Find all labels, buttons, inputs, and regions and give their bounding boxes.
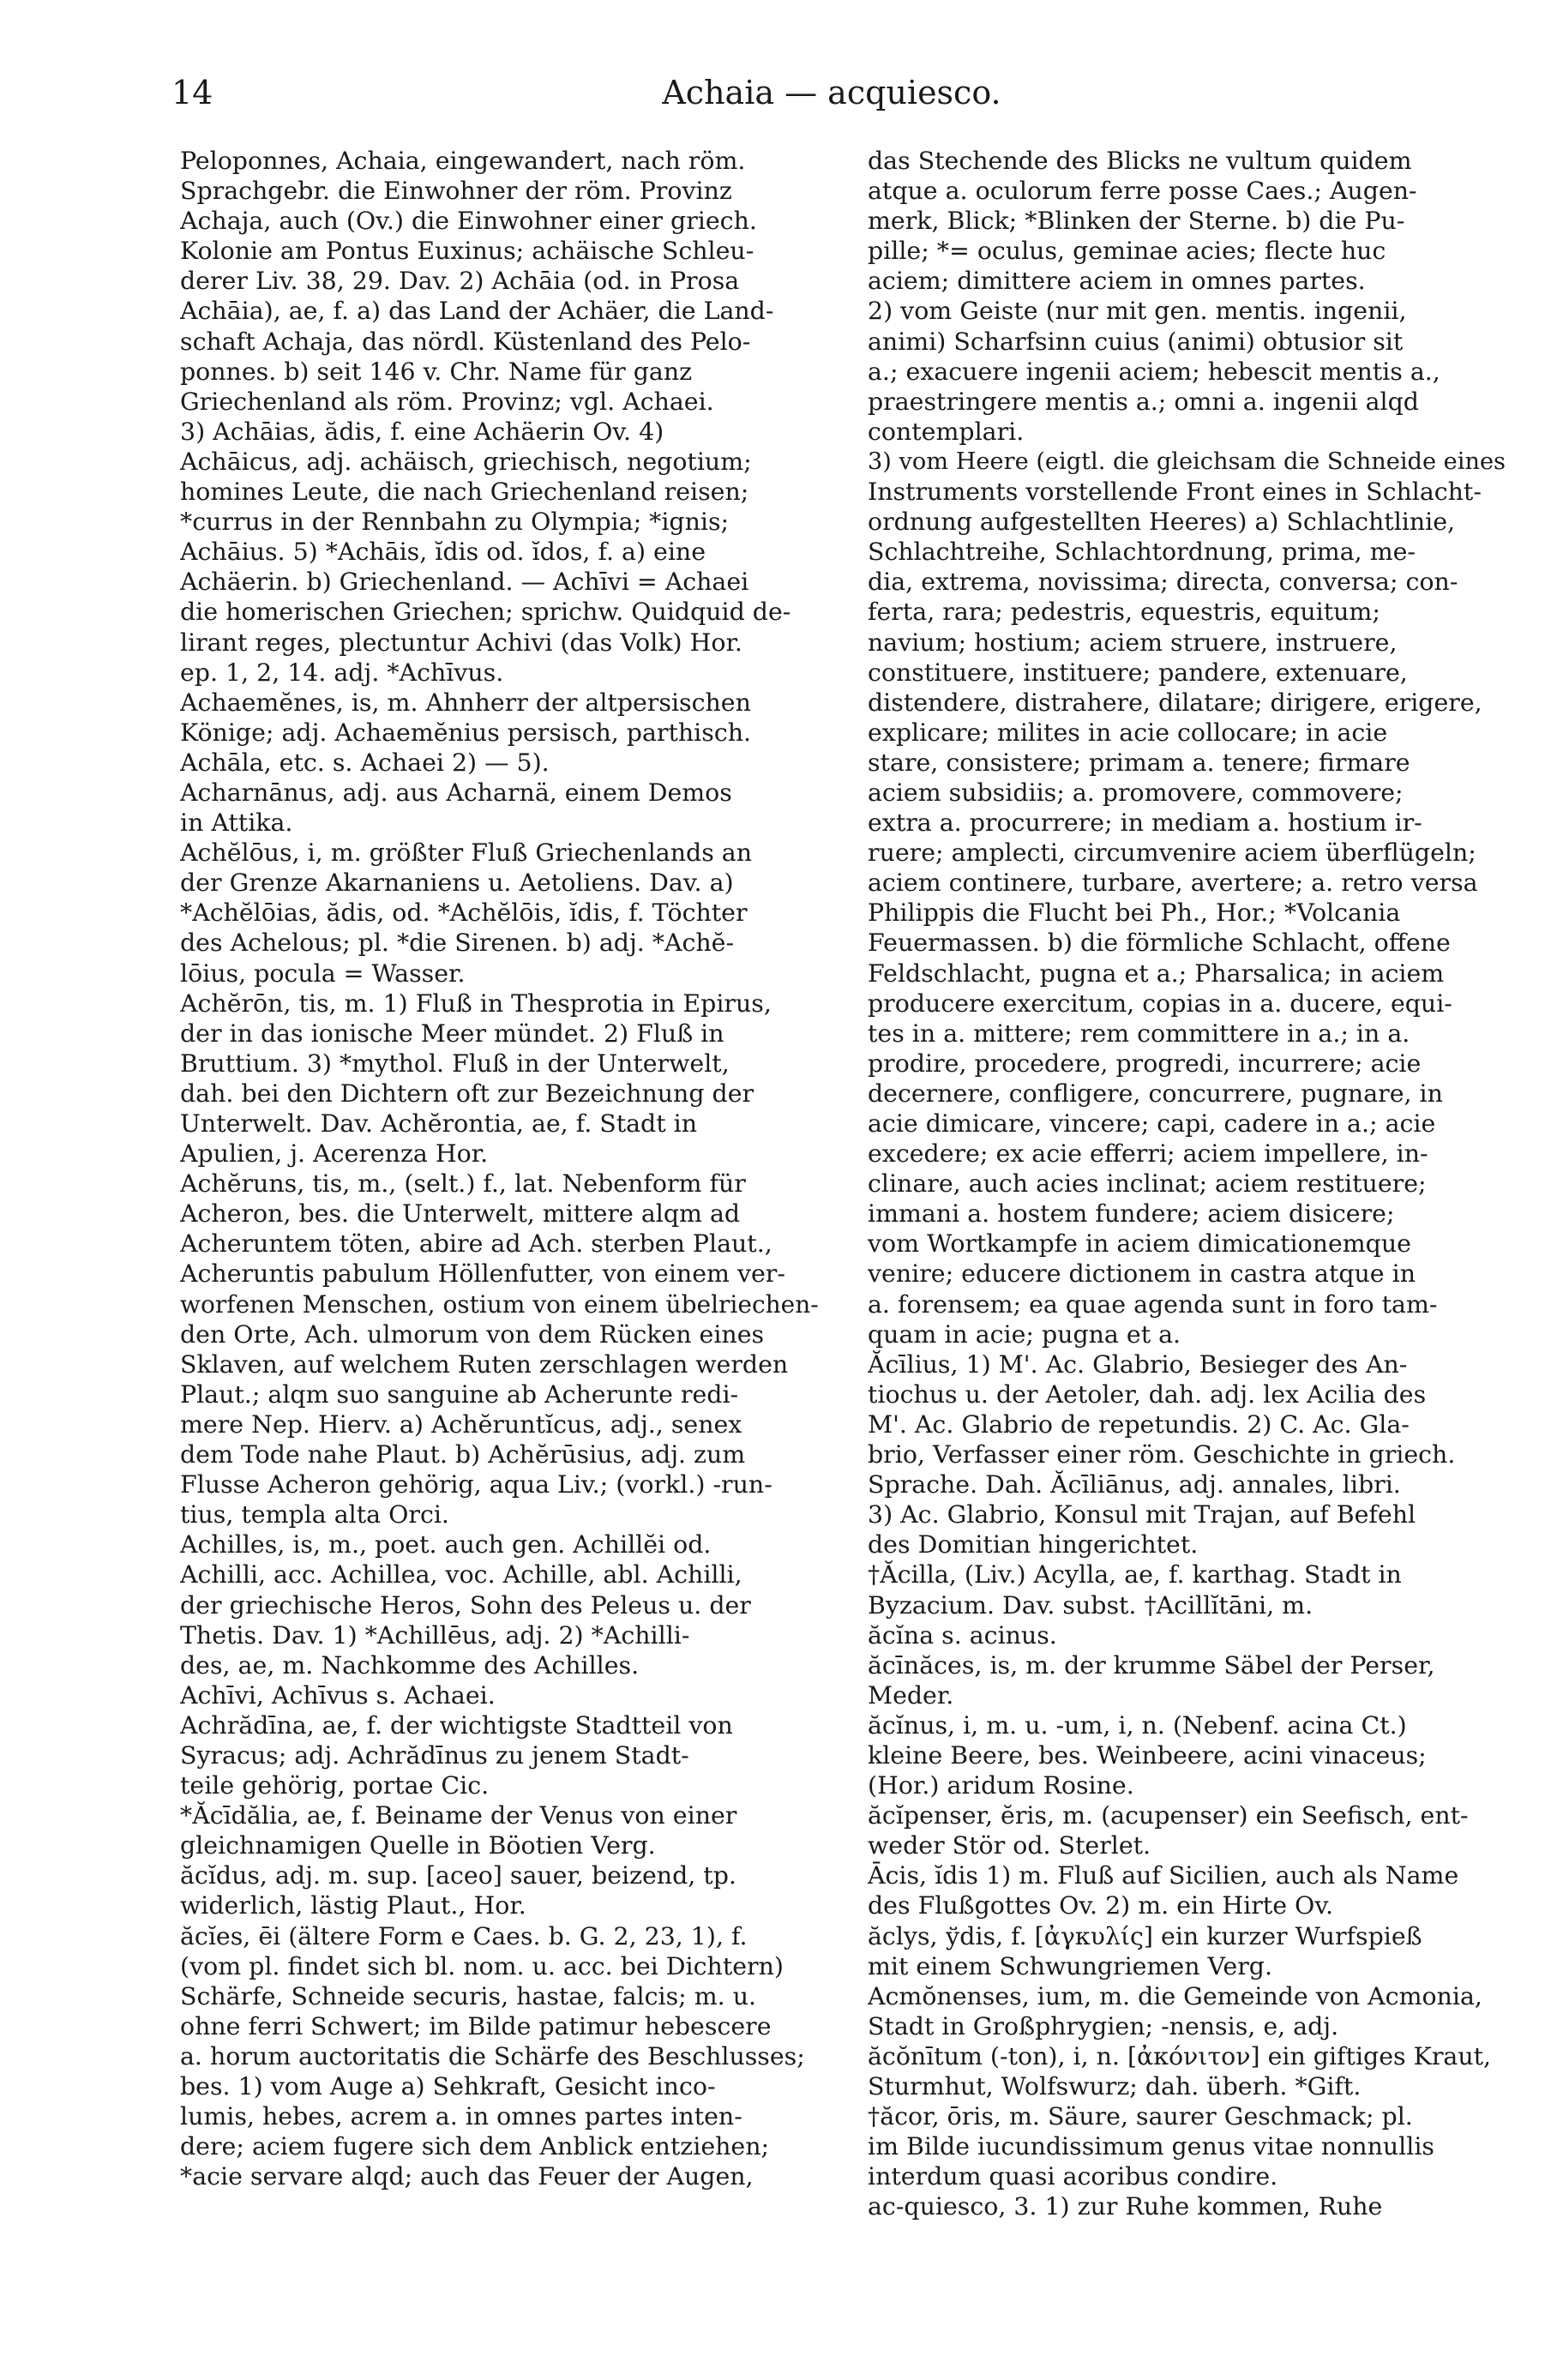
- entry-line: *currus in der Rennbahn zu Olympia; *ignis;: [180, 508, 730, 537]
- entry-line: Achīvi, Achīvus s. Achaei.: [180, 1680, 496, 1710]
- entry-line: kleine Beere, bes. Weinbeere, acini vinaceus;: [868, 1740, 1427, 1770]
- entry-line: pille; *= oculus, geminae acies; flecte huc: [868, 237, 1386, 266]
- entry-line: a.; exacuere ingenii aciem; hebescit mentis a.,: [868, 357, 1440, 386]
- dictionary-entry: [868, 1981, 1511, 2041]
- dictionary-entry: [180, 1860, 823, 1920]
- dictionary-entry: [868, 1710, 1511, 1800]
- entry-line: ăcĭpenser, ĕris, m. (acupenser) ein Seefisch, ent-: [868, 1801, 1469, 1830]
- entry-line: Acheron, bes. die Unterwelt, mittere alqm ad: [180, 1199, 741, 1229]
- right-column: [868, 146, 1511, 2221]
- entry-line: Philippis die Flucht bei Ph., Hor.; *Volcania: [868, 899, 1401, 928]
- entry-line: quam in acie; pugna et a.: [868, 1319, 1181, 1349]
- entry-line: Achĕlōus, i, m. größter Fluß Griechenlands an: [180, 838, 752, 868]
- entry-line: mit einem Schwungriemen Verg.: [868, 1951, 1272, 1980]
- entry-line: lumis, hebes, acrem a. in omnes partes inten-: [180, 2102, 742, 2131]
- entry-line: ruere; amplecti, circumvenire aciem überflügeln;: [868, 838, 1476, 868]
- entry-line: Acharnānus, adj. aus Acharnä, einem Demos: [180, 778, 732, 807]
- entry-line: der Grenze Akarnaniens u. Aetoliens. Dav. a): [180, 868, 734, 898]
- dictionary-entry: [180, 1800, 823, 1860]
- dictionary-entry: [180, 1169, 823, 1530]
- entry-line: den Orte, Ach. ulmorum von dem Rücken eines: [180, 1319, 765, 1349]
- entry-line: Unterwelt. Dav. Achĕrontia, ae, f. Stadt in: [180, 1109, 698, 1138]
- entry-line: Achaja, auch (Ov.) die Einwohner einer griech.: [180, 207, 757, 236]
- dictionary-entry: [180, 1530, 823, 1680]
- entry-line: lirant reges, plectuntur Achivi (das Volk) Hor.: [180, 628, 742, 657]
- entry-line: Achilles, is, m., poet. auch gen. Achillĕi od.: [180, 1530, 712, 1560]
- entry-line: *Achĕlōias, ădis, od. *Achĕlōis, ĭdis, f. Töchter: [180, 899, 748, 928]
- entry-line: atque a. oculorum ferre posse Caes.; Augen-: [868, 177, 1417, 206]
- entry-line: brio, Verfasser einer röm. Geschichte in griech.: [868, 1440, 1456, 1469]
- dictionary-entry: [180, 778, 823, 838]
- entry-line: *acie servare alqd; auch das Feuer der Augen,: [180, 2162, 754, 2191]
- dictionary-entry: [868, 1800, 1511, 1860]
- entry-line: das Stechende des Blicks ne vultum quidem: [868, 147, 1412, 175]
- entry-line: im Bilde iucundissimum genus vitae nonnullis: [868, 2132, 1434, 2161]
- entry-line: Sturmhut, Wolfswurz; dah. überh. *Gift.: [868, 2072, 1362, 2101]
- entry-line: Byzacium. Dav. subst. †Acillĭtāni, m.: [868, 1590, 1314, 1620]
- entry-line: Acheruntis pabulum Höllenfutter, von einem ver-: [180, 1259, 785, 1289]
- entry-line: lōius, pocula = Wasser.: [180, 959, 466, 988]
- entry-line: Achĕruns, tis, m., (selt.) f., lat. Nebenform für: [180, 1169, 746, 1199]
- entry-line: venire; educere dictionem in castra atque in: [868, 1259, 1416, 1289]
- entry-line: Feuermassen. b) die förmliche Schlacht, offene: [868, 929, 1451, 958]
- entry-line: †ăcor, ōris, m. Säure, saurer Geschmack; pl.: [868, 2102, 1413, 2131]
- entry-line: (vom pl. findet sich bl. nom. u. acc. bei Dichtern): [180, 1951, 784, 1980]
- dictionary-entry: [868, 2101, 1511, 2191]
- entry-line: weder Stör od. Sterlet.: [868, 1831, 1151, 1860]
- entry-line: ăcŏnītum (-ton), i, n. [ἀκόνιτον] ein giftiges Kraut,: [868, 2041, 1492, 2070]
- entry-line: des Domitian hingerichtet.: [868, 1530, 1199, 1560]
- entry-line: tiochus u. der Aetoler, dah. adj. lex Acilia des: [868, 1379, 1427, 1409]
- entry-line: 2) vom Geiste (nur mit gen. mentis. ingenii,: [868, 297, 1407, 326]
- entry-line: des Achelous; pl. *die Sirenen. b) adj. *Achĕ-: [180, 929, 735, 958]
- left-column: [180, 146, 823, 2191]
- dictionary-entry: [868, 447, 1511, 1349]
- entry-line: explicare; milites in acie collocare; in acie: [868, 718, 1388, 747]
- entry-line: ferta, rara; pedestris, equestris, equitum;: [868, 598, 1380, 627]
- entry-line: Achāius. 5) *Achāis, ĭdis od. ĭdos, f. a) eine: [180, 538, 706, 567]
- entry-line: ohne ferri Schwert; im Bilde patimur hebescere: [180, 2011, 772, 2040]
- dictionary-entry: [868, 1560, 1511, 1620]
- entry-line: 3) vom Heere (eigtl. die gleichsam die Schneide eines: [868, 448, 1506, 475]
- entry-line: acie dimicare, vincere; capi, cadere in a.; acie: [868, 1109, 1436, 1138]
- entry-line: merk, Blick; *Blinken der Sterne. b) die Pu-: [868, 207, 1405, 236]
- entry-line: Achāia), ae, f. a) das Land der Achäer, die Land-: [180, 297, 774, 326]
- entry-line: des Flußgottes Ov. 2) m. ein Hirte Ov.: [868, 1891, 1334, 1920]
- dictionary-entry: [180, 838, 823, 988]
- page-header: [171, 74, 1492, 125]
- entry-line: Achaemĕnes, is, m. Ahnherr der altpersischen: [180, 688, 751, 717]
- entry-line: constituere, instituere; pandere, extenuare,: [868, 658, 1408, 687]
- entry-line: ăclys, ўdis, f. [ἀγκυλίς] ein kurzer Wurfspieß: [868, 1921, 1422, 1950]
- entry-line: a. horum auctoritatis die Schärfe des Beschlusses;: [180, 2041, 805, 2070]
- entry-line: Achĕrōn, tis, m. 1) Fluß in Thesprotia in Epirus,: [180, 989, 772, 1018]
- entry-line: Schärfe, Schneide securis, hastae, falcis; m. u.: [180, 1981, 757, 2010]
- entry-line: (Hor.) aridum Rosine.: [868, 1771, 1134, 1800]
- entry-line: Sklaven, auf welchem Ruten zerschlagen werden: [180, 1349, 789, 1379]
- entry-line: aciem continere, turbare, avertere; a. retro versa: [868, 868, 1478, 898]
- entry-line: *Ăcīdălia, ae, f. Beiname der Venus von einer: [180, 1801, 737, 1830]
- entry-line: praestringere mentis a.; omni a. ingenii alqd: [868, 387, 1419, 416]
- entry-line: des, ae, m. Nachkomme des Achilles.: [180, 1650, 640, 1680]
- entry-line: Apulien, j. Acerenza Hor.: [180, 1139, 489, 1169]
- entry-line: Sprachgebr. die Einwohner der röm. Provinz: [180, 177, 732, 206]
- entry-line: immani a. hostem fundere; aciem disicere;: [868, 1199, 1395, 1229]
- entry-line: interdum quasi acoribus condire.: [868, 2162, 1278, 2191]
- entry-line: ăcĭna s. acinus.: [868, 1620, 1057, 1650]
- entry-line: clinare, auch acies inclinat; aciem restituere;: [868, 1169, 1427, 1199]
- dictionary-entry: [868, 1349, 1511, 1560]
- dictionary-entry: [868, 1620, 1511, 1650]
- page-number: 14: [171, 74, 213, 111]
- entry-line: in Attika.: [180, 808, 293, 838]
- entry-line: teile gehörig, portae Cic.: [180, 1771, 490, 1800]
- entry-line: Peloponnes, Achaia, eingewandert, nach röm.: [180, 147, 746, 175]
- entry-line: a. forensem; ea quae agenda sunt in foro tam-: [868, 1289, 1438, 1319]
- entry-line: aciem; dimittere aciem in omnes partes.: [868, 267, 1366, 296]
- entry-line: Ācis, ĭdis 1) m. Fluß auf Sicilien, auch als Name: [868, 1861, 1459, 1890]
- entry-line: dah. bei den Dichtern oft zur Bezeichnung der: [180, 1079, 754, 1108]
- entry-line: Flusse Acheron gehörig, aqua Liv.; (vorkl.) -run-: [180, 1470, 772, 1500]
- entry-line: vom Wortkampfe in aciem dimicationemque: [868, 1229, 1411, 1259]
- dictionary-entry: [868, 296, 1511, 446]
- entry-line: Thetis. Dav. 1) *Achillēus, adj. 2) *Achilli-: [180, 1620, 690, 1650]
- entry-line: derer Liv. 38, 29. Dav. 2) Achāia (od. in Prosa: [180, 267, 740, 296]
- entry-line: animi) Scharfsinn cuius (animi) obtusior sit: [868, 327, 1404, 356]
- entry-line: schaft Achaja, das nördl. Küstenland des Pelo-: [180, 327, 751, 356]
- dictionary-entry: [180, 989, 823, 1169]
- entry-line: decernere, confligere, concurrere, pugnare, in: [868, 1079, 1443, 1108]
- entry-line: Könige; adj. Achaemĕnius persisch, parthisch.: [180, 718, 752, 747]
- dictionary-entry: [180, 688, 823, 748]
- entry-line: Acmŏnenses, ium, m. die Gemeinde von Acmonia,: [868, 1981, 1482, 2010]
- entry-line: navium; hostium; aciem struere, instruere,: [868, 628, 1398, 657]
- entry-line: prodire, procedere, progredi, incurrere; acie: [868, 1049, 1422, 1078]
- entry-line: Achāicus, adj. achäisch, griechisch, negotium;: [180, 447, 752, 476]
- entry-line: Ăcīlius, 1) M'. Ac. Glabrio, Besieger des An-: [868, 1349, 1408, 1379]
- entry-line: stare, consistere; primam a. tenere; firmare: [868, 748, 1410, 777]
- entry-line: Schlachtreihe, Schlachtordnung, prima, me-: [868, 538, 1416, 567]
- entry-line: Stadt in Großphrygien; -nensis, e, adj.: [868, 2011, 1339, 2040]
- entry-line: producere exercitum, copias in a. ducere, equi-: [868, 989, 1452, 1018]
- dictionary-entry: [180, 146, 823, 688]
- dictionary-entry: [868, 146, 1511, 296]
- entry-line: extra a. procurrere; in mediam a. hostium ir-: [868, 808, 1422, 838]
- entry-line: bes. 1) vom Auge a) Sehkraft, Gesicht inco-: [180, 2072, 716, 2101]
- entry-line: mere Nep. Hierv. a) Achĕruntĭcus, adj., senex: [180, 1409, 742, 1439]
- dictionary-entry: [180, 748, 823, 778]
- entry-line: widerlich, lästig Plaut., Hor.: [180, 1891, 526, 1920]
- entry-line: tes in a. mittere; rem committere in a.; in a.: [868, 1019, 1410, 1048]
- entry-line: excedere; ex acie efferri; aciem impellere, in-: [868, 1139, 1428, 1169]
- entry-line: M'. Ac. Glabrio de repetundis. 2) C. Ac. Gla-: [868, 1409, 1410, 1439]
- entry-line: homines Leute, die nach Griechenland reisen;: [180, 478, 749, 507]
- entry-line: Kolonie am Pontus Euxinus; achäische Schleu-: [180, 237, 754, 266]
- entry-line: Achilli, acc. Achillea, voc. Achille, abl. Achilli,: [180, 1560, 742, 1590]
- entry-line: tius, templa alta Orci.: [180, 1500, 449, 1530]
- dictionary-entry: [868, 1860, 1511, 1920]
- dictionary-entry: [868, 2041, 1511, 2101]
- entry-line: dere; aciem fugere sich dem Anblick entziehen;: [180, 2132, 770, 2161]
- entry-line: ăcĭnus, i, m. u. -um, i, n. (Nebenf. acina Ct.): [868, 1710, 1407, 1740]
- entry-line: Instruments vorstellende Front eines in Schlacht-: [868, 478, 1482, 507]
- entry-line: dem Tode nahe Plaut. b) Achĕrūsius, adj. zum: [180, 1440, 746, 1469]
- entry-line: 3) Ac. Glabrio, Konsul mit Trajan, auf Befehl: [868, 1500, 1416, 1530]
- entry-line: Plaut.; alqm suo sanguine ab Acherunte redi-: [180, 1379, 739, 1409]
- entry-line: die homerischen Griechen; sprichw. Quidquid de-: [180, 598, 791, 627]
- dictionary-entry: [180, 1710, 823, 1800]
- entry-line: der in das ionische Meer mündet. 2) Fluß in: [180, 1019, 724, 1048]
- entry-line: gleichnamigen Quelle in Böotien Verg.: [180, 1831, 656, 1860]
- entry-line: 3) Achāias, ădis, f. eine Achäerin Ov. 4): [180, 417, 664, 446]
- dictionary-entry: [180, 1921, 823, 2192]
- entry-line: Achāla, etc. s. Achaei 2) — 5).: [180, 748, 550, 777]
- entry-line: Syracus; adj. Achrădīnus zu jenem Stadt-: [180, 1740, 689, 1770]
- entry-line: Achäerin. b) Griechenland. — Achīvi = Achaei: [180, 568, 749, 597]
- entry-line: ordnung aufgestellten Heeres) a) Schlachtlinie,: [868, 508, 1456, 537]
- entry-line: Feldschlacht, pugna et a.; Pharsalica; in aciem: [868, 959, 1445, 988]
- dictionary-entry: [868, 1921, 1511, 1981]
- entry-line: dia, extrema, novissima; directa, conversa; con-: [868, 568, 1458, 597]
- entry-line: Acheruntem töten, abire ad Ach. sterben Plaut.,: [180, 1229, 772, 1259]
- entry-line: ăcĭdus, adj. m. sup. [aceo] sauer, beizend, tp.: [180, 1861, 736, 1890]
- entry-line: Achrădīna, ae, f. der wichtigste Stadtteil von: [180, 1710, 733, 1740]
- entry-line: ep. 1, 2, 14. adj. *Achīvus.: [180, 658, 504, 687]
- entry-line: ăcīnăces, is, m. der krumme Säbel der Perser,: [868, 1650, 1435, 1680]
- entry-line: contemplari.: [868, 417, 1025, 446]
- entry-line: worfenen Menschen, ostium von einem übelriechen-: [180, 1289, 819, 1319]
- running-title: Achaia — acquiesco.: [662, 74, 1001, 111]
- dictionary-entry: [868, 1650, 1511, 1710]
- entry-line: Meder.: [868, 1680, 954, 1710]
- entry-line: Griechenland als röm. Provinz; vgl. Achaei.: [180, 387, 714, 416]
- entry-line: distendere, distrahere, dilatare; dirigere, erigere,: [868, 688, 1482, 717]
- entry-line: Sprache. Dah. Ăcīliānus, adj. annales, libri.: [868, 1470, 1401, 1500]
- entry-line: ac-quiesco, 3. 1) zur Ruhe kommen, Ruhe: [868, 2192, 1383, 2221]
- entry-line: der griechische Heros, Sohn des Peleus u. der: [180, 1590, 751, 1620]
- dictionary-entry: [180, 1680, 823, 1710]
- entry-line: ăcĭes, ēi (ältere Form e Caes. b. G. 2, 23, 1), f.: [180, 1921, 748, 1950]
- dictionary-entry: [868, 2191, 1511, 2221]
- entry-line: aciem subsidiis; a. promovere, commovere;: [868, 778, 1404, 807]
- entry-line: ponnes. b) seit 146 v. Chr. Name für ganz: [180, 357, 693, 386]
- entry-line: †Ăcilla, (Liv.) Acylla, ae, f. karthag. Stadt in: [868, 1560, 1402, 1590]
- entry-line: Bruttium. 3) *mythol. Fluß in der Unterwelt,: [180, 1049, 730, 1078]
